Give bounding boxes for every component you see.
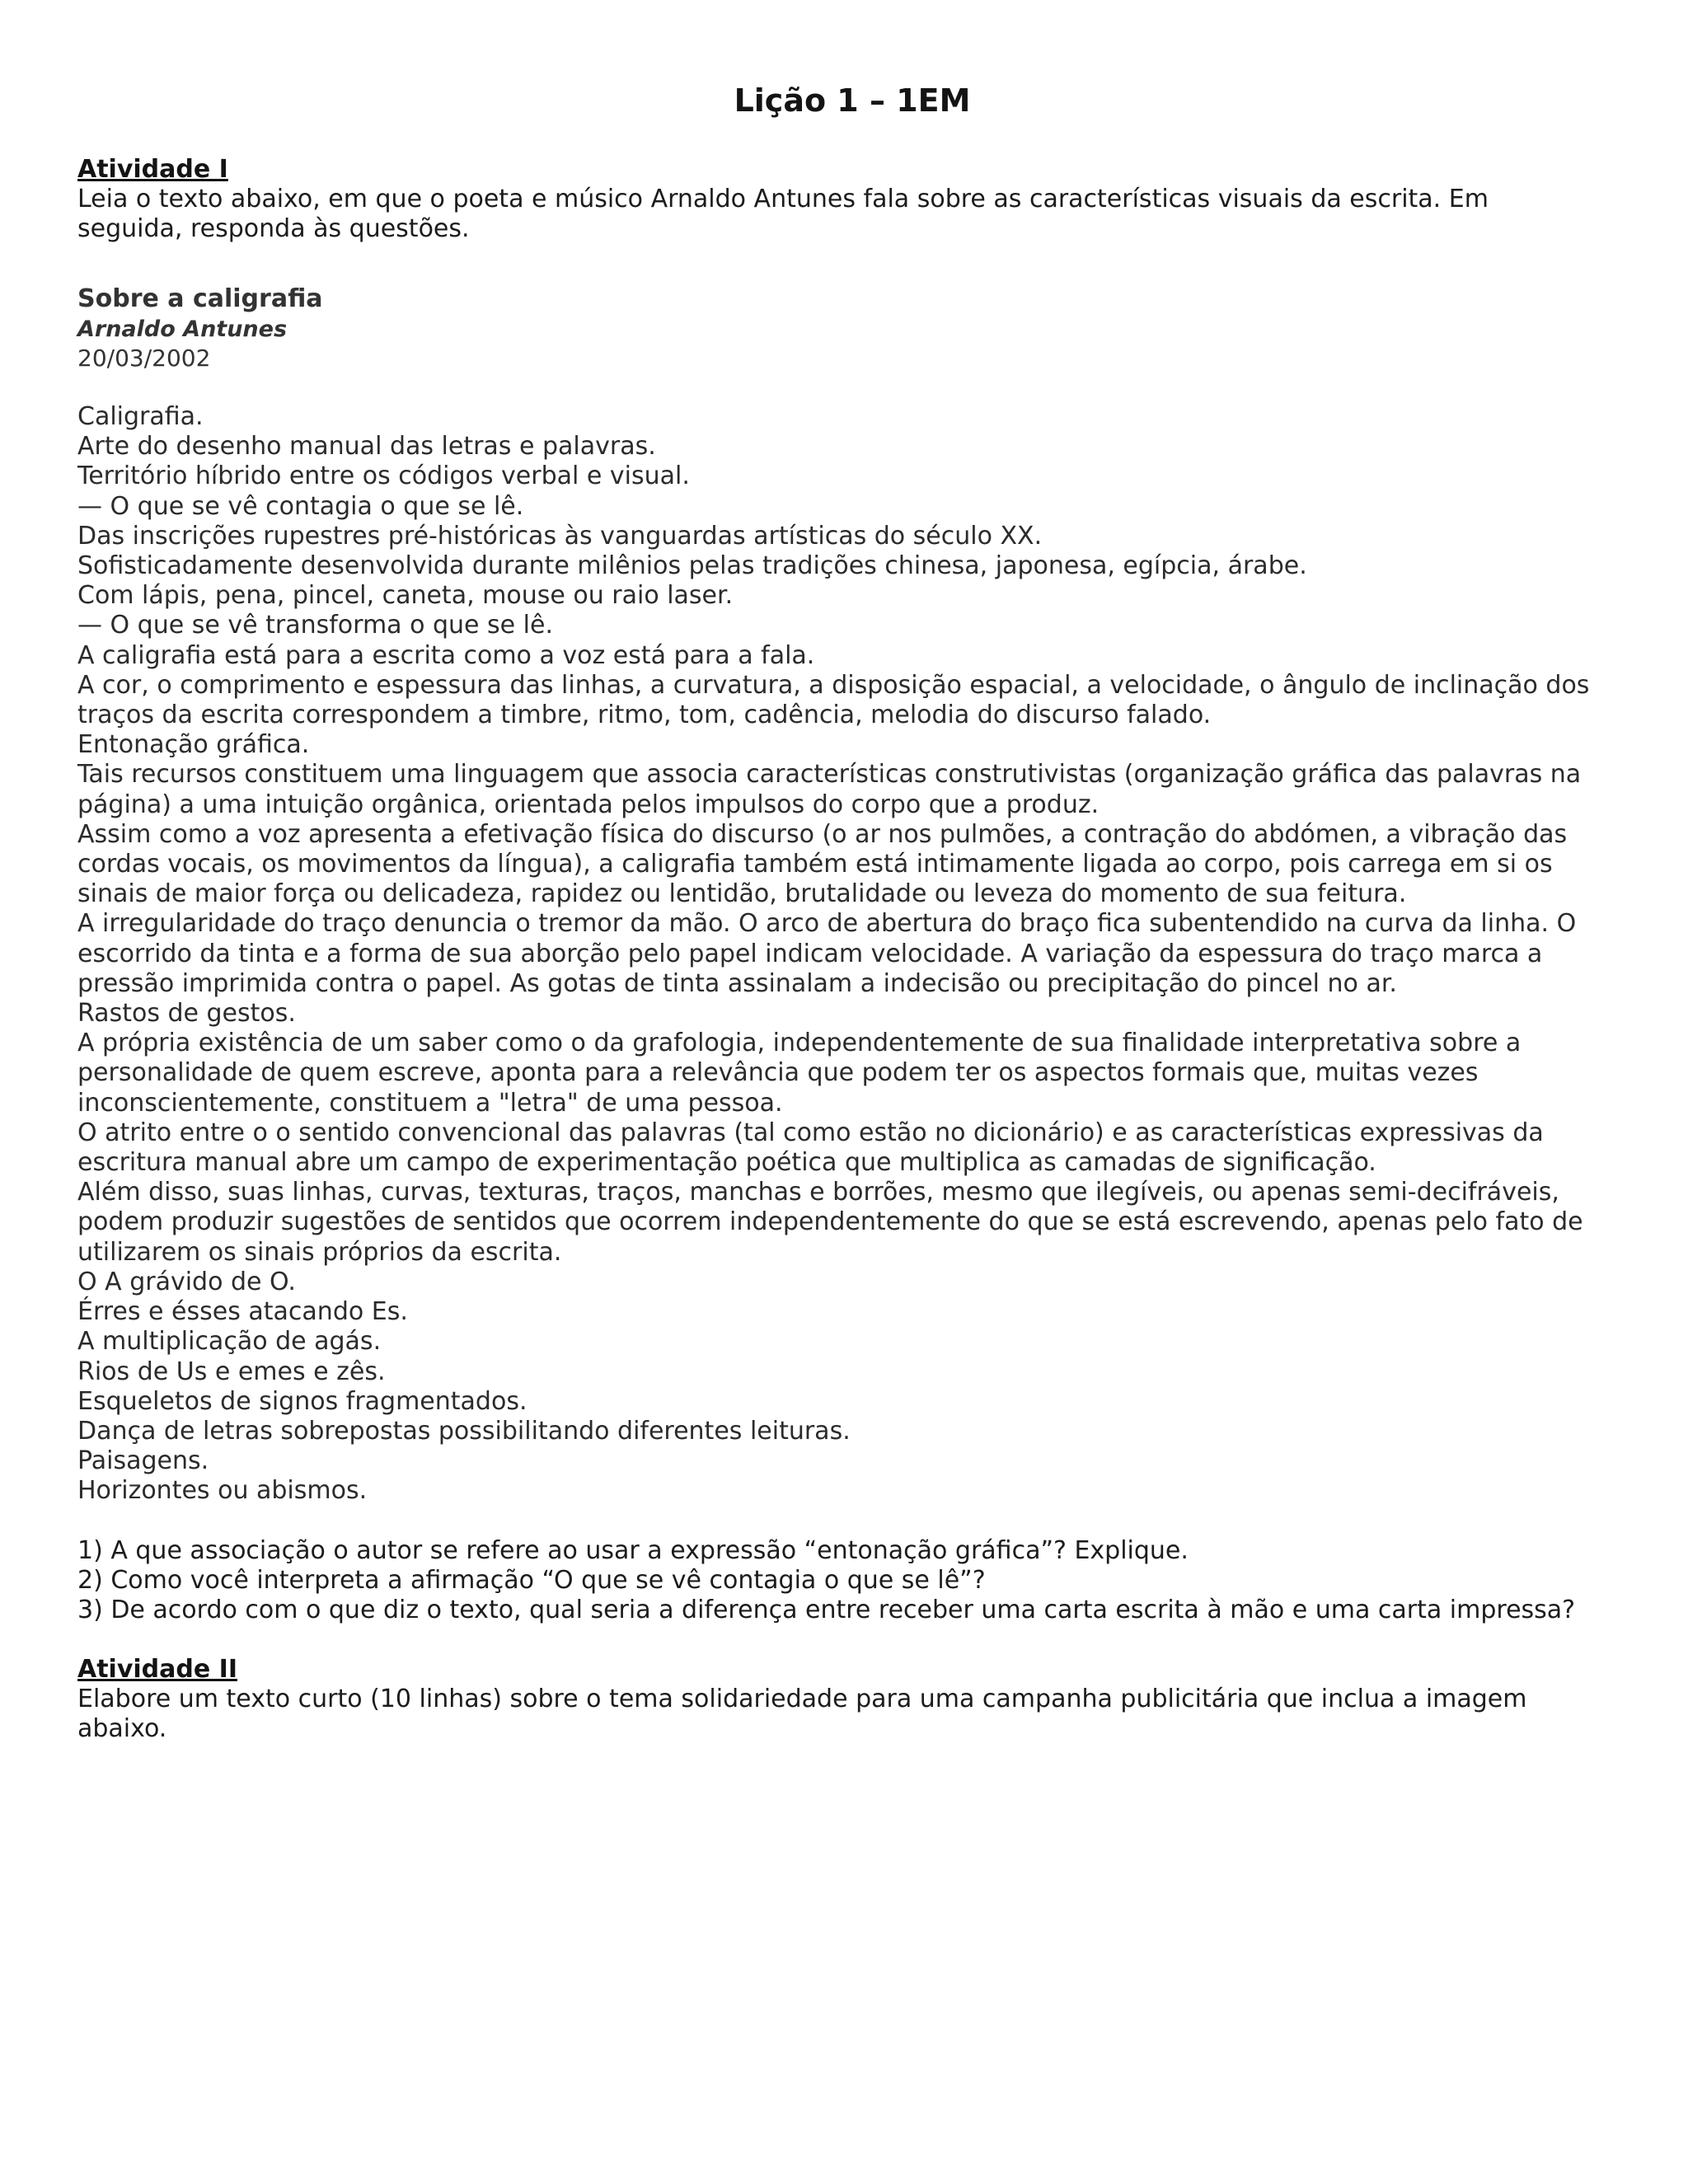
question-item: 2) Como você interpreta a afirmação “O que se vê contagia o que se lê”? — [77, 1565, 986, 1595]
poem-line: Rastos de gestos. — [77, 999, 296, 1029]
poem-body — [77, 402, 1627, 1507]
question-item: 1) A que associação o autor se refere ao usar a expressão “entonação gráfica”? Explique. — [77, 1535, 1189, 1565]
poem-line: escritura manual abre um campo de experimentação poética que multiplica as camadas de significação. — [77, 1148, 1376, 1178]
poem-line: A própria existência de um saber como o da grafologia, independentemente de sua finalidade interpretativa sobre a — [77, 1029, 1522, 1058]
poem-line: cordas vocais, os movimentos da língua), a caligrafia também está intimamente ligada ao corpo, pois carrega em si os — [77, 850, 1553, 879]
questions-list — [77, 1536, 1627, 1625]
poem-line: O A grávido de O. — [77, 1267, 296, 1296]
poem-line: Das inscrições rupestres pré-históricas às vanguardas artísticas do século XX. — [77, 521, 1043, 551]
activity-2-instructions — [77, 1685, 1627, 1744]
page-title: Lição 1 – 1EM — [734, 82, 971, 119]
poem-line: Com lápis, pena, pincel, caneta, mouse ou raio laser. — [77, 581, 734, 611]
document-page — [77, 81, 1627, 1744]
poem-line: utilizarem os sinais próprios da escrita. — [77, 1237, 562, 1267]
poem-header — [77, 284, 1627, 373]
poem-line: O atrito entre o o sentido convencional das palavras (tal como estão no dicionário) e as características expressivas da — [77, 1118, 1544, 1147]
poem-line: A caligrafia está para a escrita como a voz está para a fala. — [77, 640, 815, 670]
instruction-line: abaixo. — [77, 1713, 167, 1743]
instruction-line: seguida, responda às questões. — [77, 214, 470, 243]
poem-line: Esqueletos de signos fragmentados. — [77, 1386, 528, 1416]
poem-line: A multiplicação de agás. — [77, 1327, 382, 1357]
poem-title: Sobre a caligrafia — [77, 284, 323, 313]
activity-2-heading: Atividade II — [77, 1654, 237, 1684]
poem-line: — O que se vê transforma o que se lê. — [77, 611, 553, 640]
question-item: 3) De acordo com o que diz o texto, qual seria a diferença entre receber uma carta escrita à mão e uma carta impressa? — [77, 1595, 1576, 1624]
poem-line: Sofisticadamente desenvolvida durante milênios pelas tradições chinesa, japonesa, egípcia, árabe. — [77, 551, 1307, 581]
poem-line: Além disso, suas linhas, curvas, texturas, traços, manchas e borrões, mesmo que ilegíveis, ou apenas semi-decifráveis, — [77, 1178, 1559, 1207]
poem-line: Érres e ésses atacando Es. — [77, 1297, 408, 1327]
activity-1-heading: Atividade I — [77, 155, 228, 184]
poem-line: podem produzir sugestões de sentidos que ocorrem independentemente do que se está escrevendo, apenas pelo fato de — [77, 1207, 1583, 1237]
poem-line: página) a uma intuição orgânica, orientada pelos impulsos do corpo que a produz. — [77, 790, 1100, 819]
poem-date: 20/03/2002 — [77, 344, 211, 372]
instruction-line: Elabore um texto curto (10 linhas) sobre o tema solidariedade para uma campanha publicitária que inclua a imagem — [77, 1684, 1527, 1713]
poem-line: Dança de letras sobrepostas possibilitando diferentes leituras. — [77, 1416, 851, 1446]
poem-line: A cor, o comprimento e espessura das linhas, a curvatura, a disposição espacial, a velocidade, o ângulo de inclinação dos — [77, 670, 1590, 700]
poem-line: pressão imprimida contra o papel. As gotas de tinta assinalam a indecisão ou precipitação do pincel no ar. — [77, 968, 1397, 998]
poem-line: Paisagens. — [77, 1446, 209, 1476]
poem-line: Arte do desenho manual das letras e palavras. — [77, 432, 656, 462]
poem-line: Rios de Us e emes e zês. — [77, 1357, 386, 1386]
activity-1-instructions — [77, 185, 1627, 244]
poem-line: — O que se vê contagia o que se lê. — [77, 491, 524, 521]
instruction-line: Leia o texto abaixo, em que o poeta e músico Arnaldo Antunes fala sobre as características visuais da escrita. Em — [77, 185, 1489, 213]
poem-line: Horizontes ou abismos. — [77, 1476, 368, 1506]
poem-line: escorrido da tinta e a forma de sua aborção pelo papel indicam velocidade. A variação da espessura do traço marca a — [77, 939, 1543, 968]
poem-line: Caligrafia. — [77, 402, 204, 431]
poem-line: Assim como a voz apresenta a efetivação física do discurso (o ar nos pulmões, a contração do abdómen, a vibração das — [77, 819, 1568, 849]
poem-line: sinais de maior força ou delicadeza, rapidez ou lentidão, brutalidade ou leveza do momento de sua feitura. — [77, 879, 1407, 909]
poem-line: inconscientemente, constituem a "letra" de uma pessoa. — [77, 1088, 783, 1118]
poem-line: personalidade de quem escreve, aponta para a relevância que podem ter os aspectos formais que, muitas vezes — [77, 1058, 1479, 1088]
poem-line: traços da escrita correspondem a timbre, ritmo, tom, cadência, melodia do discurso falado. — [77, 701, 1212, 730]
poem-line: A irregularidade do traço denuncia o tremor da mão. O arco de abertura do braço fica subentendido na curva da linha. O — [77, 909, 1577, 939]
poem-line: Território híbrido entre os códigos verbal e visual. — [77, 462, 690, 491]
poem-line: Tais recursos constituem uma linguagem que associa características construtivistas (organização gráfica das palavras na — [77, 760, 1582, 790]
poem-line: Entonação gráfica. — [77, 730, 310, 760]
poem-author: Arnaldo Antunes — [77, 316, 288, 342]
